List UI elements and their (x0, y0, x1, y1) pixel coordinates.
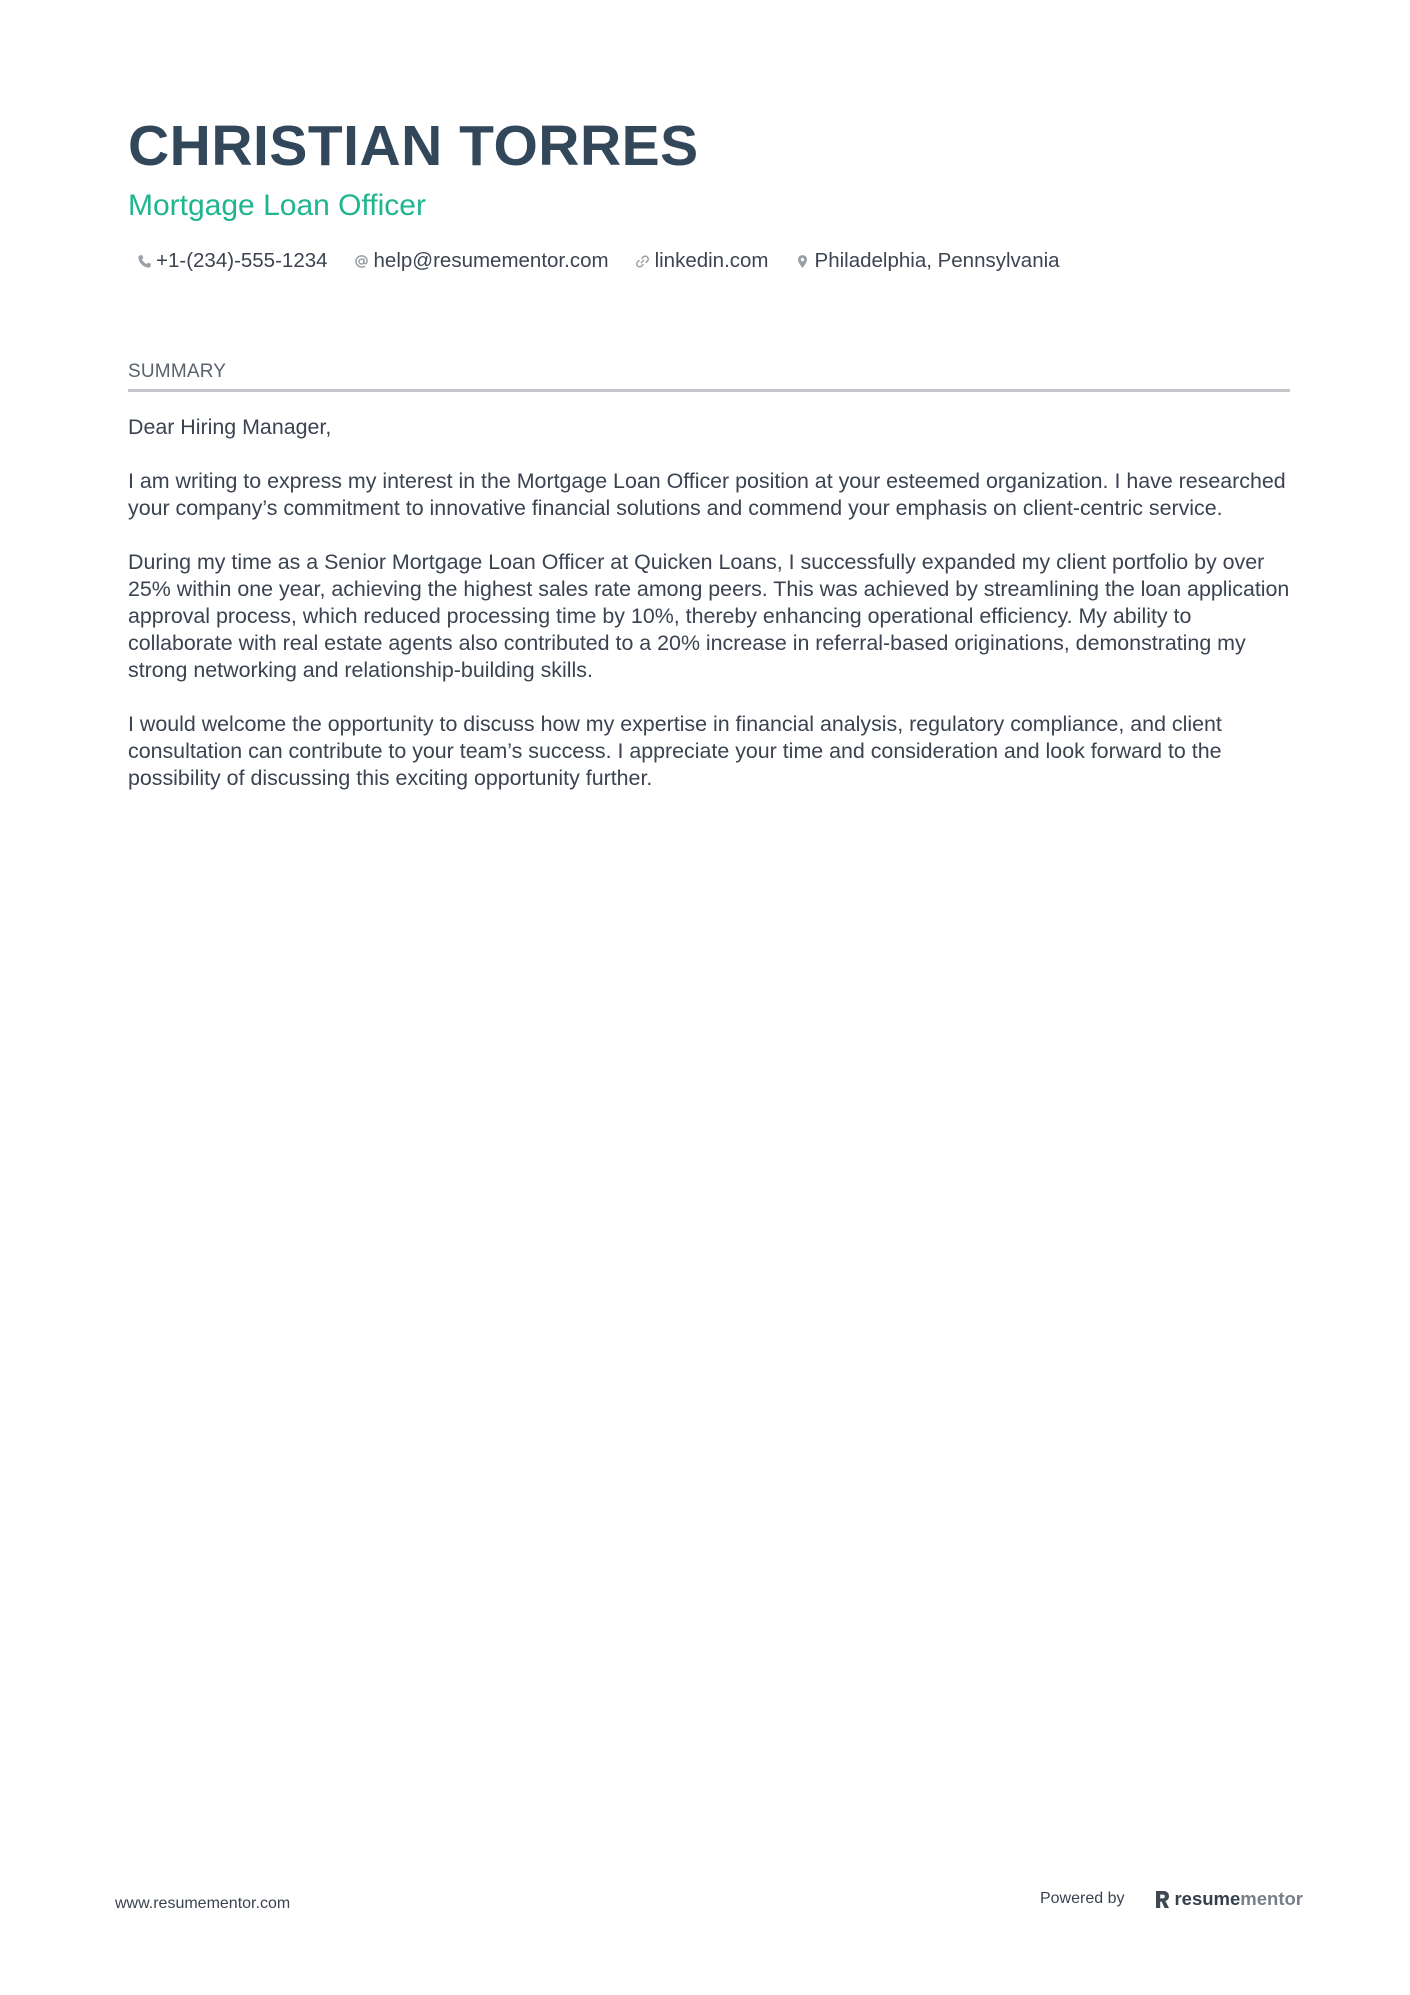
phone-icon (136, 253, 152, 269)
summary-heading: SUMMARY (128, 359, 1290, 392)
summary-paragraph: I would welcome the opportunity to discuss how my expertise in financial analysis, regulatory compliance, and client consultation can contribute to your team’s success. I appreciate your time and consideration and look forward to the possibility of discussing this exciting opportunity further. (128, 712, 1222, 790)
brand-logo-icon (1154, 1889, 1171, 1910)
candidate-name: CHRISTIAN TORRES (128, 114, 699, 178)
job-title: Mortgage Loan Officer (128, 189, 426, 222)
contact-linkedin[interactable] (635, 249, 769, 273)
contact-linkedin-text: linkedin.com (654, 249, 769, 272)
location-pin-icon (795, 253, 811, 269)
powered-by-label: Powered by (1039, 1890, 1125, 1907)
at-icon (354, 253, 370, 269)
summary-paragraph: During my time as a Senior Mortgage Loan Officer at Quicken Loans, I successfully expanded my client portfolio by over 25% within one year, achieving the highest sales rate among peers. This was achieved by streamlining the loan application approval process, which reduced processing time by 10%, thereby enhancing operational efficiency. My ability to collaborate with real estate agents also contributed to a 20% increase in referral-based originations, demonstrating my strong networking and relationship-building skills. (128, 550, 1290, 682)
summary-body (128, 414, 1290, 819)
contact-email[interactable] (354, 249, 609, 273)
brand-logo[interactable] (1154, 1888, 1303, 1910)
link-icon (635, 253, 651, 269)
footer-website-link[interactable]: www.resumementor.com (115, 1895, 291, 1912)
contact-phone (136, 249, 328, 273)
contact-phone-text: +1-(234)-555-1234 (156, 249, 328, 272)
salutation: Dear Hiring Manager, (128, 415, 332, 439)
brand-name-part1: resume (1174, 1888, 1241, 1909)
brand-name-part2: mentor (1240, 1888, 1303, 1909)
contact-email-text: help@resumementor.com (373, 249, 609, 272)
contact-location (795, 249, 1060, 273)
summary-paragraph: I am writing to express my interest in the Mortgage Loan Officer position at your esteemed organization. I have researched your company’s commitment to innovative financial solutions and commend your emphasis on client-centric service. (128, 469, 1286, 520)
footer-branding (1040, 1888, 1303, 1910)
contact-bar (136, 244, 1086, 278)
contact-location-text: Philadelphia, Pennsylvania (814, 249, 1060, 272)
